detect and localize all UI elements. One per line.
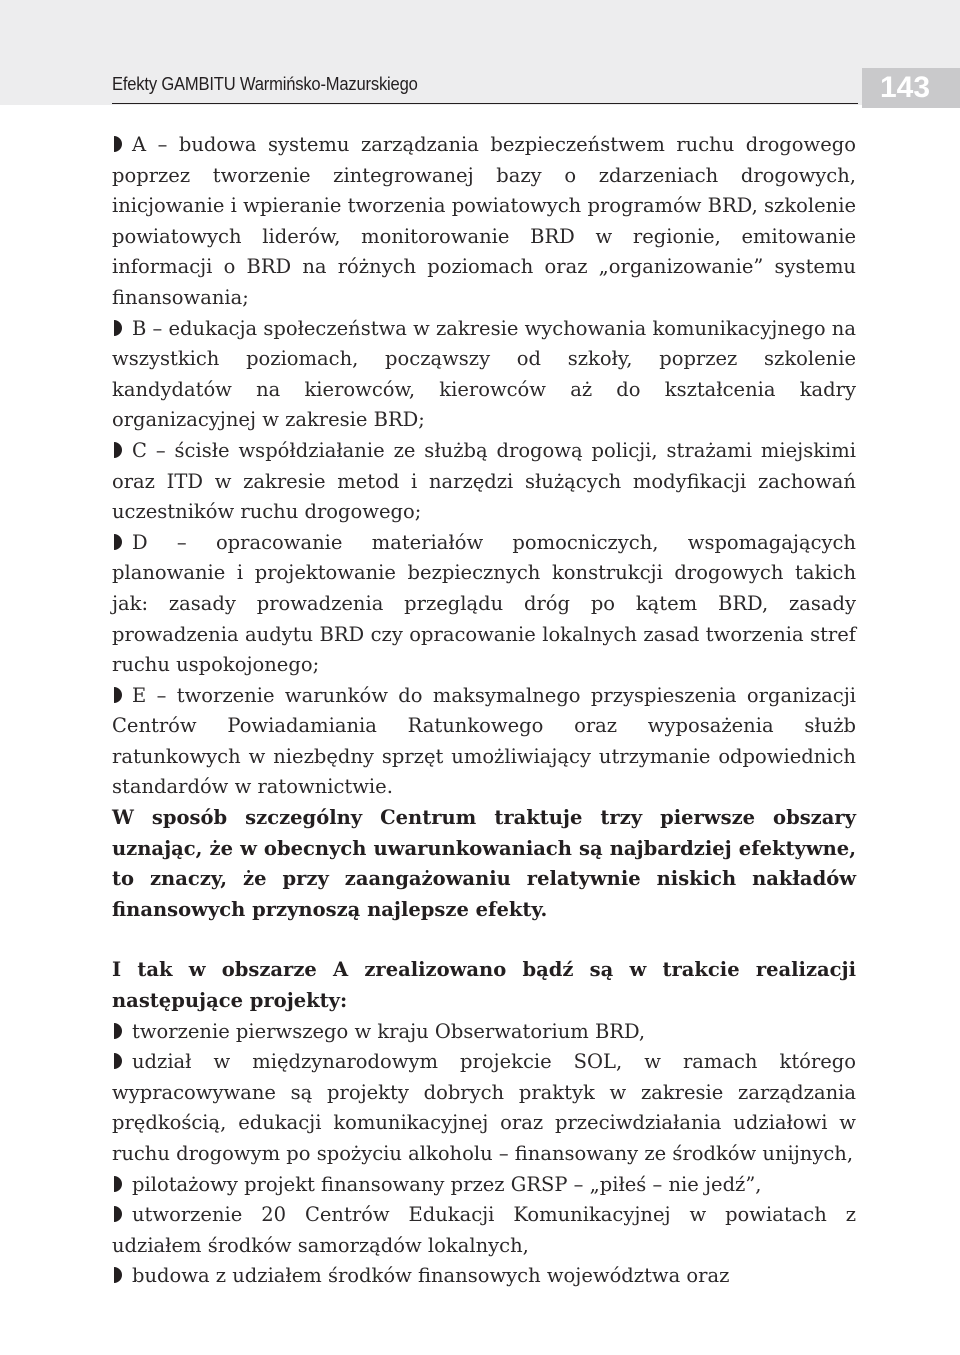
project-item: [112, 1200, 856, 1261]
list-item-text: E – tworzenie warunków do maksymalnego przyspieszenia organizacji Centrów Powiadamiania Ratunkowego oraz wyposażenia służb ratunkowych w niezbędny sprzęt umożliwiający utrzymanie odpowiednich standardów w ratownictwie.: [112, 683, 856, 799]
page-body: [112, 130, 856, 1292]
running-title: Efekty GAMBITU Warmińsko-Mazurskiego: [112, 74, 418, 94]
page-number: 143: [862, 68, 960, 108]
list-item-text: D – opracowanie materiałów pomocniczych, wspomagających planowanie i projektowanie bezpiecznych konstrukcji drogowych takich jak: zasady prowadzenia przeglądu dróg po kątem BRD, zasady prowadzenia audytu BRD czy opracowanie lokalnych zasad tworzenia stref ruchu uspokojonego;: [112, 530, 856, 677]
project-item-text: pilotażowy projekt finansowany przez GRSP – „piłeś – nie jedź”,: [132, 1172, 762, 1196]
bullet-icon: [114, 687, 122, 703]
bullet-icon: [114, 534, 122, 550]
bullet-icon: [114, 1053, 122, 1069]
list-item-text: B – edukacja społeczeństwa w zakresie wychowania komunikacyjnego na wszystkich poziomach, począwszy od szkoły, poprzez szkolenie kandydatów na kierowców, kierowców aż do kształcenia kadry organizacyjnej w zakresie BRD;: [112, 316, 856, 432]
list-item: [112, 436, 856, 528]
project-item-text: budowa z udziałem środków finansowych województwa oraz: [132, 1264, 730, 1288]
bullet-icon: [114, 442, 122, 458]
bullet-icon: [114, 1176, 122, 1192]
page-header: [0, 0, 960, 105]
list-item: [112, 130, 856, 314]
project-item-text: udział w międzynarodowym projekcie SOL, w ramach którego wypracowywane są projekty dobrych praktyk w zakresie zarządzania prędkością, edukacji komunikacyjnej oraz przeciwdziałania udziałowi w ruchu drogowym po spożyciu alkoholu – finansowany ze środków unijnych,: [112, 1050, 856, 1165]
project-item: [112, 1047, 856, 1169]
list-item: [112, 528, 856, 681]
bullet-icon: [114, 1023, 122, 1039]
project-item: [112, 1170, 856, 1201]
projects-intro: I tak w obszarze A zrealizowano bądź są w trakcie realizacji następujące projekty:: [112, 958, 856, 1013]
project-item-text: tworzenie pierwszego w kraju Obserwatorium BRD,: [132, 1019, 646, 1043]
project-item: [112, 1261, 856, 1292]
header-rule: [112, 103, 858, 104]
bullet-icon: [114, 320, 122, 336]
project-item: [112, 1017, 856, 1048]
list-item-text: C – ścisłe współdziałanie ze służbą drogową policji, strażami miejskimi oraz ITD w zakresie metod i narzędzi służących modyfikacji zachowań uczestników ruchu drogowego;: [112, 438, 856, 524]
paragraph-gap: [112, 925, 856, 955]
bullet-icon: [114, 1206, 122, 1222]
project-item-text: utworzenie 20 Centrów Edukacji Komunikacyjnej w powiatach z udziałem środków samorządów lokalnych,: [112, 1203, 856, 1257]
list-item: [112, 314, 856, 436]
list-item-text: A – budowa systemu zarządzania bezpieczeństwem ruchu drogowego poprzez tworzenie zintegrowanej bazy o zdarzeniach drogowych, inicjowanie i wpieranie tworzenia powiatowych programów BRD, szkolenie powiatowych liderów, monitorowanie BRD w regionie, emitowanie informacji o BRD na różnych poziomach oraz „organizowanie” systemu finansowania;: [112, 133, 856, 309]
bullet-icon: [114, 136, 122, 152]
bullet-icon: [114, 1267, 122, 1283]
emphasis-paragraph: W sposób szczególny Centrum traktuje trzy pierwsze obszary uznając, że w obecnych uwarunkowaniach są najbardziej efektywne, to znaczy, że przy zaangażowaniu relatywnie niskich nakładów finansowych przynoszą najlepsze efekty.: [112, 806, 856, 921]
list-item: [112, 681, 856, 803]
